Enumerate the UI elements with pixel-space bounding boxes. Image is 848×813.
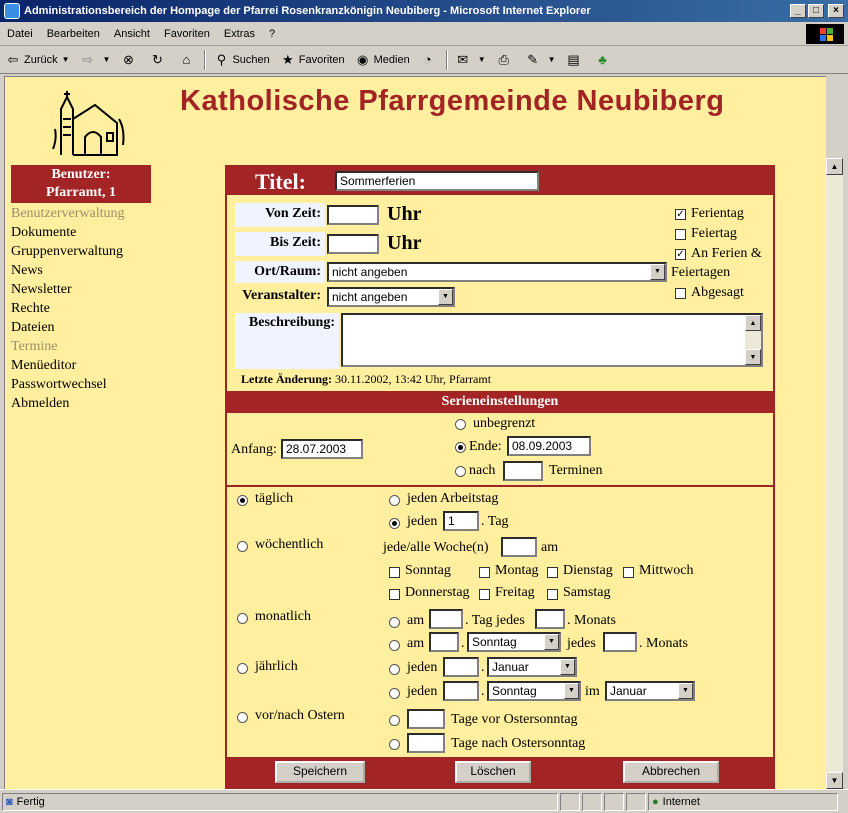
toolbar-separator bbox=[204, 50, 206, 70]
jahr-monat-select-value: Januar bbox=[492, 660, 529, 674]
scroll-down-icon[interactable]: ▼ bbox=[826, 772, 843, 789]
stop-button[interactable] bbox=[115, 52, 144, 68]
ferientag-checkbox[interactable]: ✓ bbox=[676, 209, 685, 220]
tage-nach-radio[interactable] bbox=[389, 739, 400, 750]
nav-gruppenverwaltung[interactable]: Gruppenverwaltung bbox=[11, 244, 123, 259]
dienstag-label: Dienstag bbox=[563, 563, 613, 578]
status-seg bbox=[626, 793, 646, 811]
jahr-monat-select[interactable] bbox=[487, 657, 577, 677]
status-text-area bbox=[2, 793, 558, 811]
tage-vor-label: Tage vor Ostersonntag bbox=[451, 712, 578, 727]
scroll-up-icon[interactable]: ▲ bbox=[826, 158, 843, 175]
sonntag-label: Sonntag bbox=[405, 563, 451, 578]
menu-bearbeiten[interactable]: Bearbeiten bbox=[46, 27, 100, 40]
feiertag-label: Feiertag bbox=[691, 226, 737, 241]
bis-zeit-label: Bis Zeit: bbox=[235, 232, 325, 256]
chevron-down-icon: ▼ bbox=[564, 683, 579, 699]
search-button[interactable]: ⚲ Suchen bbox=[208, 52, 274, 68]
window-titlebar bbox=[0, 0, 848, 22]
wochen-input[interactable] bbox=[501, 537, 537, 557]
status-text: Fertig bbox=[16, 795, 45, 808]
im-label: im bbox=[585, 684, 600, 699]
serie-heading: Serieneinstellungen bbox=[227, 391, 773, 413]
ende-radio[interactable] bbox=[455, 442, 466, 453]
star-icon: ★ bbox=[281, 51, 294, 67]
monat-intervall-input[interactable] bbox=[535, 609, 565, 629]
ende-input[interactable]: 08.09.2003 bbox=[507, 436, 591, 456]
nach-label: nach bbox=[469, 463, 496, 478]
sonntag-checkbox[interactable] bbox=[389, 567, 400, 578]
delete-button[interactable]: Löschen bbox=[455, 761, 531, 783]
jaehrlich-radio[interactable] bbox=[237, 663, 248, 674]
home-button[interactable] bbox=[173, 52, 202, 68]
donnerstag-label: Donnerstag bbox=[405, 585, 470, 600]
title-input[interactable]: Sommerferien bbox=[335, 171, 539, 191]
status-seg bbox=[560, 793, 580, 811]
dot3-label: . bbox=[481, 684, 485, 699]
monat-am-label: am bbox=[407, 613, 425, 628]
nach-input[interactable] bbox=[503, 461, 543, 481]
jeden-label: jeden bbox=[407, 514, 438, 529]
printer-icon: ⎙ bbox=[498, 51, 509, 67]
menu-help[interactable]: ? bbox=[269, 27, 276, 40]
samstag-label: Samstag bbox=[563, 585, 611, 600]
woechentlich-label: wöchentlich bbox=[255, 537, 324, 552]
cancel-button[interactable]: Abbrechen bbox=[623, 761, 719, 783]
nav-termine[interactable]: Termine bbox=[11, 339, 58, 354]
divider bbox=[227, 485, 773, 487]
back-arrow-icon: ⇦ bbox=[7, 51, 19, 67]
menu-extras[interactable]: Extras bbox=[223, 27, 256, 40]
globe-icon: ● bbox=[652, 795, 659, 808]
jedes-label: jedes bbox=[567, 636, 596, 651]
church-logo-icon bbox=[49, 89, 127, 157]
jeden-tag-radio[interactable] bbox=[389, 518, 400, 529]
tag-suffix-label: . Tag bbox=[481, 514, 509, 529]
discuss-button[interactable] bbox=[561, 52, 590, 68]
ort-select-value: nicht angeben bbox=[332, 265, 408, 279]
jahr-monat2-select-value: Januar bbox=[610, 684, 647, 698]
jahr-jeden2-label: jeden bbox=[407, 684, 438, 699]
document-icon: ▤ bbox=[567, 51, 580, 67]
menu-ansicht[interactable]: Ansicht bbox=[113, 27, 150, 40]
stop-icon: ⊗ bbox=[123, 51, 134, 67]
ie-icon bbox=[4, 3, 20, 19]
media-icon: ◉ bbox=[356, 51, 369, 67]
nav-passwortwechsel[interactable]: Passwortwechsel bbox=[11, 377, 107, 392]
nav-abmelden[interactable]: Abmelden bbox=[11, 396, 70, 411]
status-seg bbox=[582, 793, 602, 811]
mail-button[interactable]: ✉ ▼ bbox=[450, 52, 491, 68]
jahr-tag-input[interactable] bbox=[443, 657, 479, 677]
messenger-icon: ♣ bbox=[598, 51, 607, 67]
save-button[interactable]: Speichern bbox=[275, 761, 365, 783]
von-zeit-label: Von Zeit: bbox=[235, 203, 325, 227]
nach-radio[interactable] bbox=[455, 466, 466, 477]
jahr-jeden-radio[interactable] bbox=[389, 664, 400, 675]
ostern-label: vor/nach Ostern bbox=[255, 708, 345, 723]
ort-label: Ort/Raum: bbox=[235, 261, 325, 283]
montag-label: Montag bbox=[495, 563, 539, 578]
back-button[interactable]: ⇦ Zurück ▼ bbox=[0, 52, 75, 68]
statusbar bbox=[0, 789, 848, 813]
zone-area bbox=[648, 793, 838, 811]
history-icon: ◔ bbox=[423, 51, 432, 67]
window-title: Administrationsbereich der Hompage der Pfarrei Rosenkranzkönigin Neubiberg - Microsoft Internet Explorer bbox=[24, 5, 591, 17]
chevron-down-icon: ▼ bbox=[678, 683, 693, 699]
menu-favoriten[interactable]: Favoriten bbox=[163, 27, 210, 40]
title-label: Titel: bbox=[255, 169, 306, 194]
donnerstag-checkbox[interactable] bbox=[389, 589, 400, 600]
anfang-label: Anfang: bbox=[231, 442, 277, 457]
textarea-scrollbar[interactable] bbox=[745, 315, 761, 365]
edit-button[interactable]: ✎ ▼ bbox=[520, 52, 561, 68]
unbegrenzt-label: unbegrenzt bbox=[473, 416, 536, 431]
bis-zeit-input[interactable] bbox=[327, 234, 379, 254]
menu-datei[interactable]: Datei bbox=[7, 27, 33, 40]
nav-dokumente[interactable]: Dokumente bbox=[11, 225, 77, 240]
title-row bbox=[227, 167, 773, 195]
freitag-label: Freitag bbox=[495, 585, 535, 600]
nav-rechte[interactable]: Rechte bbox=[11, 301, 50, 316]
chevron-down-icon: ▼ bbox=[438, 289, 453, 305]
ort-select[interactable] bbox=[327, 262, 667, 282]
an-ferien-label: An Ferien & bbox=[691, 246, 762, 261]
user-label: Benutzer: bbox=[51, 167, 111, 182]
jahr-wochentag-radio[interactable] bbox=[389, 688, 400, 699]
letzte-aenderung bbox=[241, 372, 491, 387]
veranstalter-label: Veranstalter: bbox=[242, 288, 321, 303]
tage-vor-input[interactable] bbox=[407, 709, 445, 729]
monat-am-tag-radio[interactable] bbox=[389, 617, 400, 628]
beschreibung-label: Beschreibung: bbox=[235, 313, 339, 369]
chevron-down-icon: ▼ bbox=[650, 264, 665, 280]
mittwoch-checkbox[interactable] bbox=[623, 567, 634, 578]
am-label: am bbox=[541, 540, 559, 555]
jahr-woche-input[interactable] bbox=[443, 681, 479, 701]
dot2-label: . bbox=[481, 660, 485, 675]
history-button[interactable] bbox=[415, 52, 444, 68]
von-uhr-label: Uhr bbox=[387, 203, 422, 225]
unbegrenzt-radio[interactable] bbox=[455, 419, 466, 430]
veranstalter-select[interactable] bbox=[327, 287, 455, 307]
feiertagen-label: Feiertagen bbox=[671, 265, 731, 280]
feiertag-checkbox[interactable] bbox=[675, 229, 686, 240]
ferientag-label: Ferientag bbox=[691, 206, 744, 221]
user-box bbox=[11, 165, 151, 203]
von-zeit-input[interactable] bbox=[327, 205, 379, 225]
refresh-button[interactable] bbox=[144, 52, 173, 68]
toolbar-separator bbox=[446, 50, 448, 70]
anfang-input[interactable]: 28.07.2003 bbox=[281, 439, 363, 459]
freitag-checkbox[interactable] bbox=[479, 589, 490, 600]
an-ferien-checkbox[interactable]: ✓ bbox=[676, 249, 685, 260]
tage-vor-radio[interactable] bbox=[389, 715, 400, 726]
zone-text: Internet bbox=[662, 795, 700, 808]
dot-label: . bbox=[461, 636, 465, 651]
monats2-label: . Monats bbox=[639, 636, 688, 651]
jeden-arbeitstag-radio[interactable] bbox=[389, 495, 400, 506]
user-name: Pfarramt, 1 bbox=[46, 185, 116, 200]
abgesagt-checkbox[interactable] bbox=[675, 288, 686, 299]
monat-am-wochentag-radio[interactable] bbox=[389, 640, 400, 651]
windows-logo-icon bbox=[806, 24, 844, 44]
monats-label: . Monats bbox=[567, 613, 616, 628]
veranstalter-select-value: nicht angeben bbox=[332, 290, 408, 304]
abgesagt-label: Abgesagt bbox=[691, 285, 744, 300]
monatlich-label: monatlich bbox=[255, 609, 311, 624]
monat-wochentag-select[interactable] bbox=[467, 632, 561, 652]
event-form bbox=[225, 165, 775, 789]
nav-news[interactable]: News bbox=[11, 263, 43, 278]
bis-uhr-label: Uhr bbox=[387, 232, 422, 254]
nav-dateien[interactable]: Dateien bbox=[11, 320, 55, 335]
jahr-jeden-label: jeden bbox=[407, 660, 438, 675]
woechentlich-radio[interactable] bbox=[237, 541, 248, 552]
chevron-down-icon: ▼ bbox=[544, 634, 559, 650]
ende-label: Ende: bbox=[469, 439, 502, 454]
page-scrollbar[interactable] bbox=[826, 158, 843, 789]
letzte-aenderung-label: Letzte Änderung: bbox=[241, 372, 332, 386]
nav-benutzerverwaltung[interactable]: Benutzerverwaltung bbox=[11, 206, 125, 221]
refresh-icon: ↻ bbox=[152, 51, 163, 67]
messenger-button[interactable] bbox=[590, 52, 619, 68]
taeglich-radio[interactable] bbox=[237, 495, 248, 506]
jeden-tag-input[interactable]: 1 bbox=[443, 511, 479, 531]
taeglich-label: täglich bbox=[255, 491, 294, 506]
sidebar-nav bbox=[11, 204, 125, 413]
search-icon: ⚲ bbox=[216, 51, 227, 67]
page-icon: ◙ bbox=[6, 795, 13, 808]
chevron-down-icon: ▼ bbox=[560, 659, 575, 675]
jeden-arbeitstag-label: jeden Arbeitstag bbox=[407, 491, 499, 506]
minimize-button[interactable]: _ bbox=[790, 4, 806, 18]
forward-button[interactable]: ⇨ ▼ bbox=[75, 52, 116, 68]
jahr-wochentag-select-value: Sonntag bbox=[492, 684, 537, 698]
forward-arrow-icon: ⇨ bbox=[82, 51, 93, 67]
status-seg bbox=[604, 793, 624, 811]
edit-icon: ✎ bbox=[527, 51, 539, 67]
tage-nach-label: Tage nach Ostersonntag bbox=[451, 736, 586, 751]
tage-nach-input[interactable] bbox=[407, 733, 445, 753]
toolbar bbox=[0, 46, 848, 74]
menubar bbox=[0, 22, 848, 46]
site-title: Katholische Pfarrgemeinde Neubiberg bbox=[180, 85, 725, 117]
media-button[interactable]: ◉ Medien bbox=[350, 52, 415, 68]
monat-woche-input[interactable] bbox=[429, 632, 459, 652]
jahr-monat2-select[interactable] bbox=[605, 681, 695, 701]
monatlich-radio[interactable] bbox=[237, 613, 248, 624]
home-icon: ⌂ bbox=[182, 51, 191, 67]
scroll-up-icon[interactable]: ▲ bbox=[745, 315, 761, 331]
letzte-aenderung-value: 30.11.2002, 13:42 Uhr, Pfarramt bbox=[334, 372, 492, 386]
jahr-wochentag-select[interactable] bbox=[487, 681, 581, 701]
favorites-button[interactable]: ★ Favoriten bbox=[275, 52, 350, 68]
monat-intervall2-input[interactable] bbox=[603, 632, 637, 652]
samstag-checkbox[interactable] bbox=[547, 589, 558, 600]
page-content bbox=[4, 76, 826, 789]
nav-menueditor[interactable]: Menüeditor bbox=[11, 358, 77, 373]
terminen-label: Terminen bbox=[549, 463, 603, 478]
beschreibung-textarea[interactable] bbox=[341, 313, 763, 367]
monat-wochentag-select-value: Sonntag bbox=[472, 635, 517, 649]
jede-alle-label: jede/alle Woche(n) bbox=[383, 540, 489, 555]
monat-tag-input[interactable] bbox=[429, 609, 463, 629]
print-button[interactable] bbox=[491, 52, 520, 68]
montag-checkbox[interactable] bbox=[479, 567, 490, 578]
nav-newsletter[interactable]: Newsletter bbox=[11, 282, 72, 297]
maximize-button[interactable]: □ bbox=[808, 4, 824, 18]
jaehrlich-label: jährlich bbox=[255, 659, 298, 674]
tag-jedes-label: . Tag jedes bbox=[465, 613, 525, 628]
mail-icon: ✉ bbox=[457, 51, 469, 67]
monat-am2-label: am bbox=[407, 636, 425, 651]
ostern-radio[interactable] bbox=[237, 712, 248, 723]
scroll-down-icon[interactable]: ▼ bbox=[745, 349, 761, 365]
mittwoch-label: Mittwoch bbox=[639, 563, 694, 578]
dienstag-checkbox[interactable] bbox=[547, 567, 558, 578]
close-button[interactable]: × bbox=[828, 4, 844, 18]
